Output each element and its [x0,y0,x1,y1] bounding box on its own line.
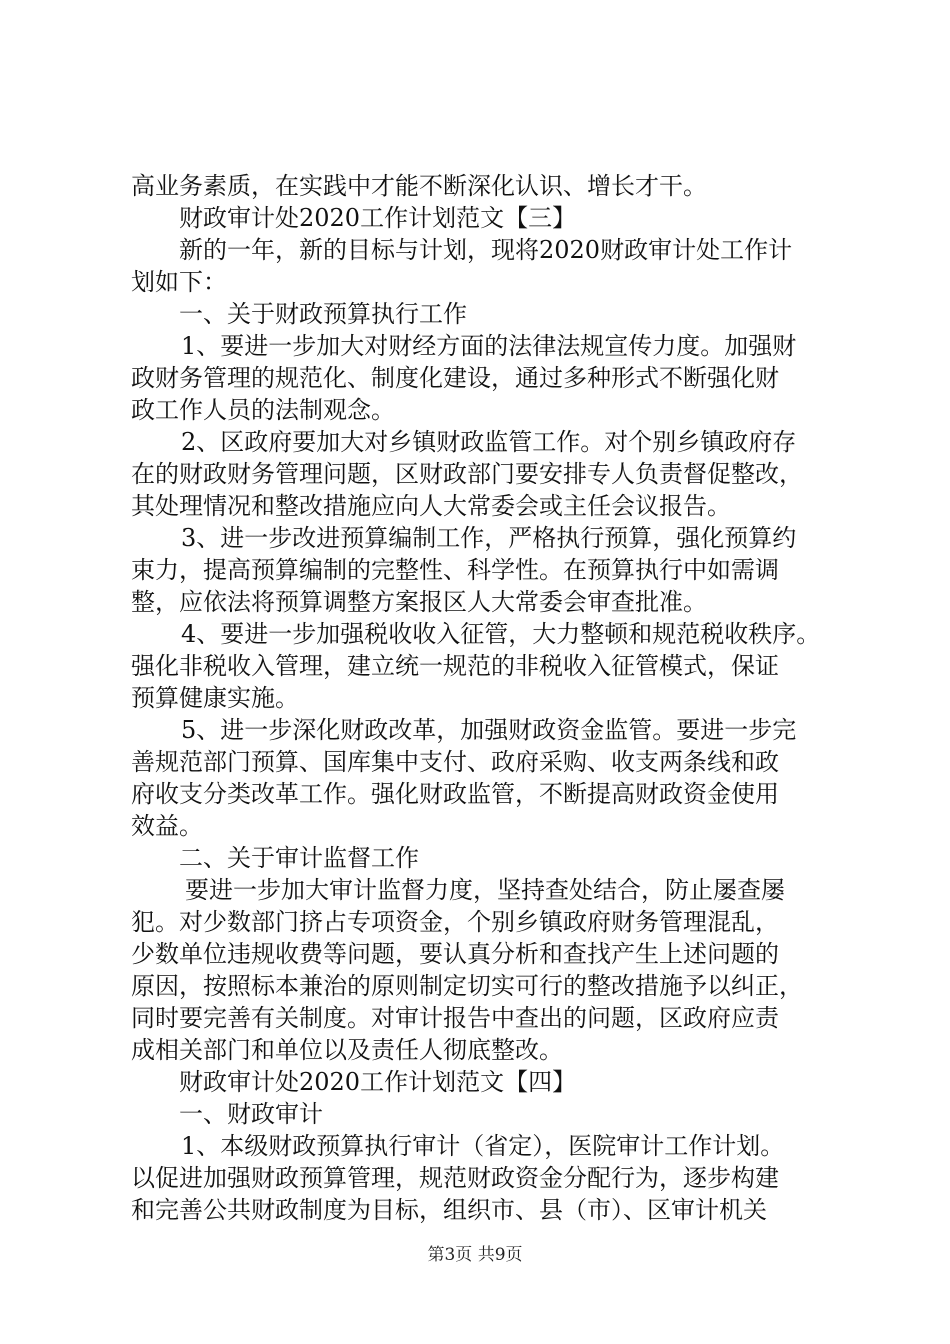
text-line: 1、要进一步加大对财经方面的法律法规宣传力度。加强财 [181,332,797,360]
text-line: 整，应依法将预算调整方案报区人大常委会审查批准。 [131,588,707,616]
text-line: 和完善公共财政制度为目标，组织市、县（市）、区审计机关 [131,1196,767,1224]
text-line: 其处理情况和整改措施应向人大常委会或主任会议报告。 [131,492,731,520]
text-line: 二、关于审计监督工作 [179,844,419,872]
text-line: 效益。 [131,812,203,840]
text-line: 政工作人员的法制观念。 [131,396,395,424]
text-line: 高业务素质，在实践中才能不断深化认识、增长才干。 [131,172,707,200]
text-line: 成相关部门和单位以及责任人彻底整改。 [131,1036,563,1064]
text-line: 同时要完善有关制度。对审计报告中查出的问题，区政府应责 [131,1004,779,1032]
text-line: 预算健康实施。 [131,684,299,712]
text-line: 一、财政审计 [179,1100,323,1128]
text-line: 政财务管理的规范化、制度化建设，通过多种形式不断强化财 [131,364,779,392]
text-line: 财政审计处2020工作计划范文【四】 [179,1068,577,1096]
text-line: 原因，按照标本兼治的原则制定切实可行的整改措施予以纠正， [131,972,803,1000]
text-line: 3、进一步改进预算编制工作，严格执行预算，强化预算约 [181,524,797,552]
text-line: 划如下： [131,268,227,296]
text-line: 强化非税收入管理，建立统一规范的非税收入征管模式，保证 [131,652,779,680]
text-line: 5、进一步深化财政改革，加强财政资金监管。要进一步完 [181,716,797,744]
text-line: 犯。对少数部门挤占专项资金，个别乡镇政府财务管理混乱， [131,908,779,936]
text-line: 束力，提高预算编制的完整性、科学性。在预算执行中如需调 [131,556,779,584]
page-number: 第3页 共9页 [427,1245,523,1265]
text-line: 在的财政财务管理问题，区财政部门要安排专人负责督促整改， [131,460,803,488]
text-line: 善规范部门预算、国库集中支付、政府采购、收支两条线和政 [131,748,779,776]
text-line: 1、本级财政预算执行审计（省定），医院审计工作计划。 [181,1132,785,1160]
text-line: 一、关于财政预算执行工作 [179,300,467,328]
text-line: 新的一年，新的目标与计划，现将2020财政审计处工作计 [179,236,793,264]
document-body [131,170,831,1226]
text-line: 少数单位违规收费等问题，要认真分析和查找产生上述问题的 [131,940,779,968]
text-line: 财政审计处2020工作计划范文【三】 [179,204,577,232]
text-line: 要进一步加大审计监督力度，坚持查处结合，防止屡查屡 [185,876,785,904]
text-line: 府收支分类改革工作。强化财政监管，不断提高财政资金使用 [131,780,779,808]
text-line: 2、区政府要加大对乡镇财政监管工作。对个别乡镇政府存 [181,428,797,456]
text-line: 以促进加强财政预算管理，规范财政资金分配行为，逐步构建 [131,1164,779,1192]
text-line: 4、要进一步加强税收收入征管，大力整顿和规范税收秩序。 [181,620,821,648]
